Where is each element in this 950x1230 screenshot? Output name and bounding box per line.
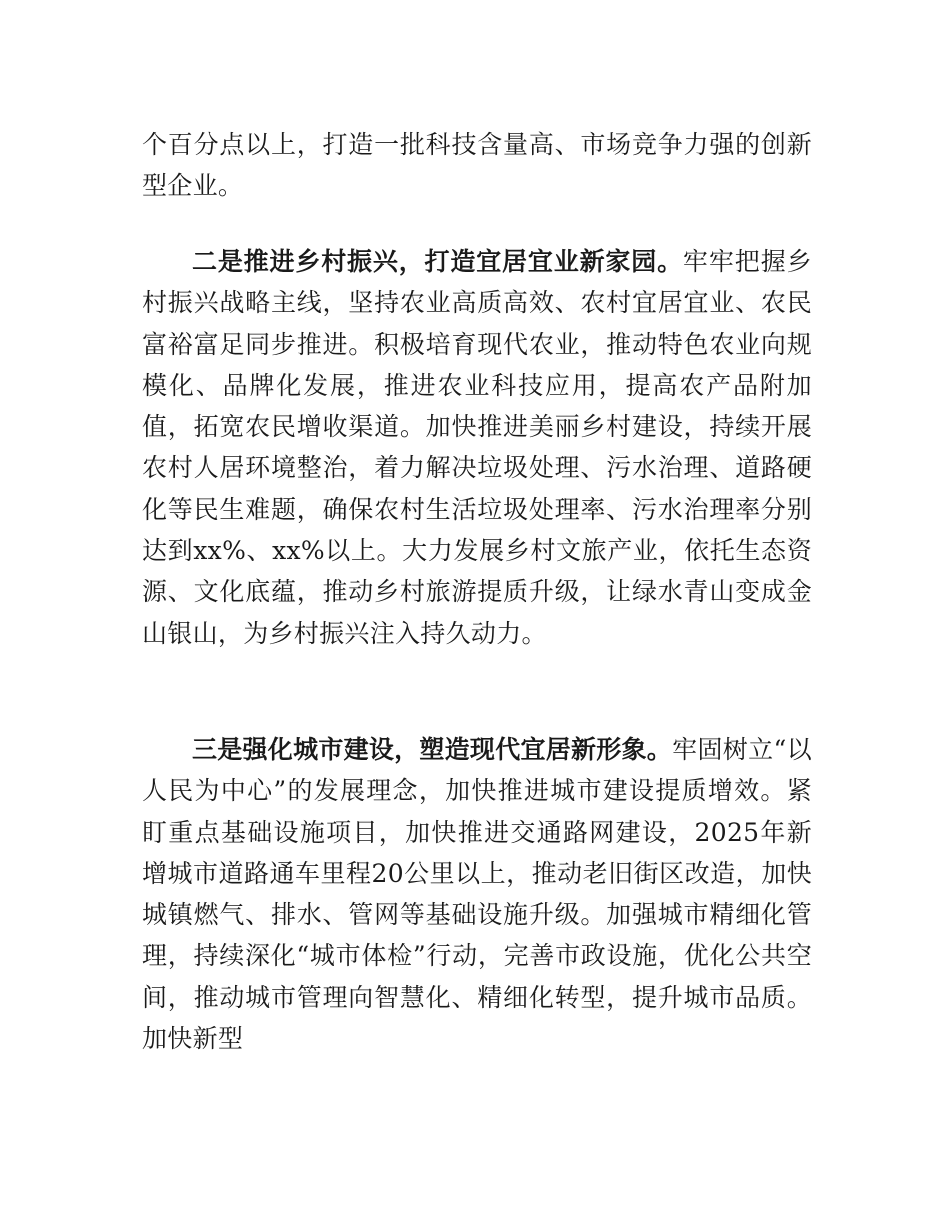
- paragraph-body: 牢牢把握乡村振兴战略主线，坚持农业高质高效、农村宜居宜业、农民富裕富足同步推进。积极培育现代农业，推动特色农业向规模化、品牌化发展，推进农业科技应用，提高农产品附加值，拓宽农民增收渠道。加快推进美丽乡村建设，持续开展农村人居环境整治，着力解决垃圾处理、污水治理、道路硬化等民生难题，确保农村生活垃圾处理率、污水治理率分别达到xx%、xx%以上。大力发展乡村文旅产业，依托生态资源、文化底蕴，推动乡村旅游提质升级，让绿水青山变成金山银山，为乡村振兴注入持久动力。: [142, 247, 812, 648]
- paragraph-urban-construction: [142, 729, 812, 1059]
- paragraph-lead-heading: 二是推进乡村振兴，打造宜居宜业新家园。: [192, 247, 683, 276]
- paragraph-body: 牢固树立“以人民为中心”的发展理念，加快推进城市建设提质增效。紧盯重点基础设施项目，加快推进交通路网建设，2025年新增城市道路通车里程20公里以上，推动老旧街区改造，加快城镇燃气、排水、管网等基础设施升级。加强城市精细化管理，持续深化“城市体检”行动，完善市政设施，优化公共空间，推动城市管理向智慧化、精细化转型，提升城市品质。加快新型: [142, 735, 812, 1054]
- paragraph-lead-heading: 三是强化城市建设，塑造现代宜居新形象。: [192, 735, 673, 764]
- paragraph-body: 个百分点以上，打造一批科技含量高、市场竞争力强的创新型企业。: [142, 130, 812, 201]
- paragraph-rural-revitalization: [142, 241, 812, 654]
- paragraph-continuation: [142, 124, 812, 207]
